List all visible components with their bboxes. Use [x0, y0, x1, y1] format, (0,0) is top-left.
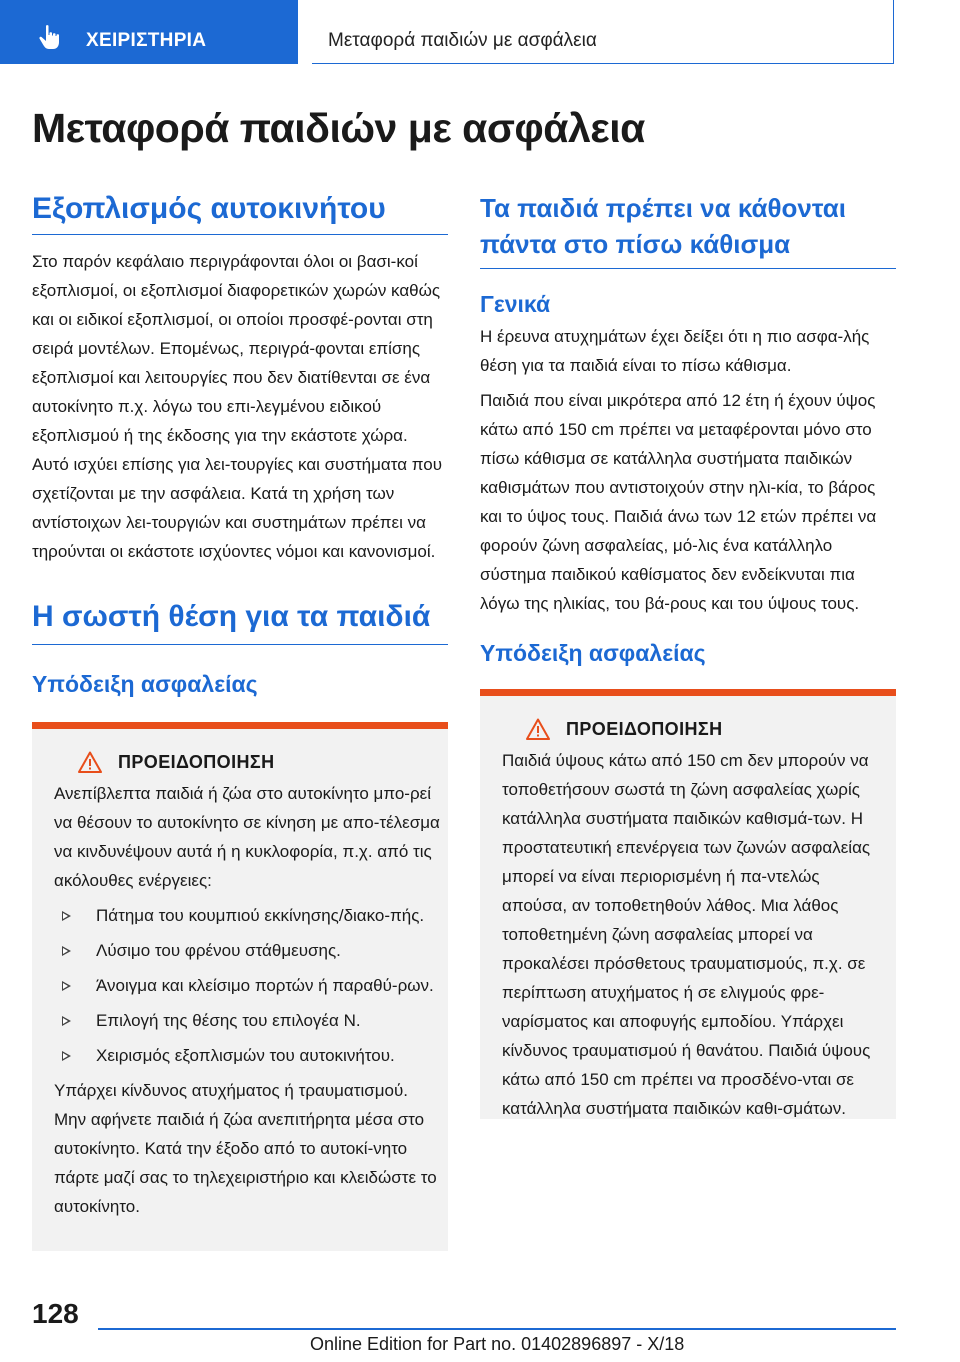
list-item: [54, 936, 448, 965]
left-column: [32, 190, 448, 1251]
rear-seat-heading: Τα παιδιά πρέπει να κάθονται πάντα στο πίσω κάθισμα: [480, 190, 896, 269]
warning-title: ΠΡΟΕΙΔΟΠΟΙΗΣΗ: [566, 718, 723, 739]
position-heading: Η σωστή θέση για τα παιδιά: [32, 596, 448, 645]
warning-list: [54, 901, 448, 1070]
general-text-2: Παιδιά που είναι μικρότερα από 12 έτη ή έχουν ύψος κάτω από 150 cm πρέπει να μεταφέρονται μόνο στο πίσω κάθισμα σε κατάλληλα συστήματα παιδικών καθισμάτων που αντιστοιχούν στην ηλι-κία, το βάρος και το ύψος τους. Παιδιά άνω των 12 ετών πρέπει να φορούν ζώνη ασφαλείας, μό-λις ένα κατάλληλο σύστημα παιδικού καθίσματος δεν ενδείκνυται πια λόγω της ηλικίας, του βά-ρους και του ύψους τους.: [480, 391, 877, 613]
equipment-text: Στο παρόν κεφάλαιο περιγράφονται όλοι οι βασι-κοί εξοπλισμοί, οι εξοπλισμοί διαφορετικών χωρών καθώς και οι ειδικοί εξοπλισμοί, οι οποίοι προσφέ-ρονται στη σειρά μοντέλων. Επομένως, περιγρά-φονται επίσης εξοπλισμοί και λειτουργίες που δεν διατίθενται σε ένα αυτοκίνητο π.χ. λόγω του επι-λεγμένου ειδικού εξοπλισμού ή της έκδοσης για την εκάστοτε χώρα. Αυτό ισχύει επίσης για λει-τουργίες και συστήματα που σχετίζονται με την ασφάλεια. Κατά τη χρήση των αντίστοιχων λει-τουργιών και συστημάτων πρέπει να τηρούνται οι εκάστοτε ισχύοντες νόμοι και κανονισμοί.: [32, 252, 443, 561]
warning-title: ΠΡΟΕΙΔΟΠΟΙΗΣΗ: [118, 751, 275, 772]
list-item: [54, 901, 448, 930]
list-item-text: Χειρισμός εξοπλισμών του αυτοκινήτου.: [96, 1046, 395, 1065]
list-item-text: Άνοιγμα και κλείσιμο πορτών ή παραθύ-ρων.: [96, 976, 434, 995]
list-item-text: Πάτημα του κουμπιού εκκίνησης/διακο-πής.: [96, 906, 425, 925]
section-title: Μεταφορά παιδιών με ασφάλεια: [328, 30, 597, 51]
warning-outro: Υπάρχει κίνδυνος ατυχήματος ή τραυματισμού. Μην αφήνετε παιδιά ή ζώα ανεπιτήρητα μέσα στο αυτοκίνητο. Κατά την έξοδο από το αυτοκί-νητο πάρτε μαζί σας το τηλεχειριστήριο και κλειδώστε το αυτοκίνητο.: [54, 1081, 437, 1216]
safety-heading-right: Υπόδειξη ασφαλείας: [480, 640, 706, 666]
warning-intro: Ανεπίβλεπτα παιδιά ή ζώα στο αυτοκίνητο μπο-ρεί να θέσουν το αυτοκίνητο σε κίνηση με απο-τέλεσμα να κινδυνέψουν αυτά ή η κυκλοφορία, π.χ. από τις ακόλουθες ενέργειες:: [54, 784, 440, 890]
list-item-text: Επιλογή της θέσης του επιλογέα N.: [96, 1011, 361, 1030]
footer-divider: [98, 1328, 896, 1330]
chapter-tab-label: ΧΕΙΡΙΣΤΗΡΙΑ: [86, 30, 207, 51]
edition-text: Online Edition for Part no. 01402896897 - X/18: [310, 1334, 685, 1354]
page-title: Μεταφορά παιδιών με ασφάλεια: [32, 105, 645, 151]
right-column: [480, 190, 896, 1119]
equipment-heading: Εξοπλισμός αυτοκινήτου: [32, 190, 448, 235]
triangle-bullet-icon: [62, 946, 71, 956]
triangle-bullet-icon: [62, 1051, 71, 1061]
general-text-1: Η έρευνα ατυχημάτων έχει δείξει ότι η πιο ασφα-λής θέση για τα παιδιά είναι το πίσω κάθισμα.: [480, 327, 870, 375]
list-item: [54, 971, 448, 1000]
hand-pointer-icon: [38, 24, 62, 50]
warning-text: Παιδιά ύψους κάτω από 150 cm δεν μπορούν να τοποθετήσουν σωστά τη ζώνη ασφαλείας χωρίς κατάλληλα συστήματα παιδικών καθισμά-των. Η προστατευτική επενέργεια των ζωνών ασφαλείας μπορεί να είναι περιορισμένη ή πα-ντελώς απούσα, αν τοποθετηθούν λάθος. Μια λάθος τοποθετημένη ζώνη ασφαλείας μπορεί να προκαλέσει πρόσθετους τραυματισμούς, π.χ. σε περίπτωση ατυχήματος ή σε ελιγμούς φρε-ναρίσματος και αποφυγής εμποδίου. Υπάρχει κίνδυνος τραυματισμού ή θανάτου. Παιδιά ύψους κάτω από 150 cm πρέπει να προσδένο-νται σε κατάλληλα συστήματα παιδικών καθι-σμάτων.: [502, 751, 871, 1118]
general-heading: Γενικά: [480, 291, 551, 317]
triangle-bullet-icon: [62, 1016, 71, 1026]
triangle-bullet-icon: [62, 981, 71, 991]
page-number: 128: [32, 1298, 79, 1329]
warning-box-right: [480, 689, 896, 1119]
warning-box-left: [32, 722, 448, 1251]
triangle-bullet-icon: [62, 911, 71, 921]
warning-triangle-icon: [526, 718, 550, 740]
chapter-tab[interactable]: [0, 0, 298, 64]
warning-header: [78, 749, 448, 775]
warning-triangle-icon: [78, 751, 102, 773]
list-item: [54, 1041, 448, 1070]
warning-header: [526, 716, 896, 742]
page-header: [0, 0, 960, 66]
list-item-text: Λύσιμο του φρένου στάθμευσης.: [96, 941, 341, 960]
safety-heading-left: Υπόδειξη ασφαλείας: [32, 671, 258, 697]
list-item: [54, 1006, 448, 1035]
section-title-box: [312, 0, 894, 64]
